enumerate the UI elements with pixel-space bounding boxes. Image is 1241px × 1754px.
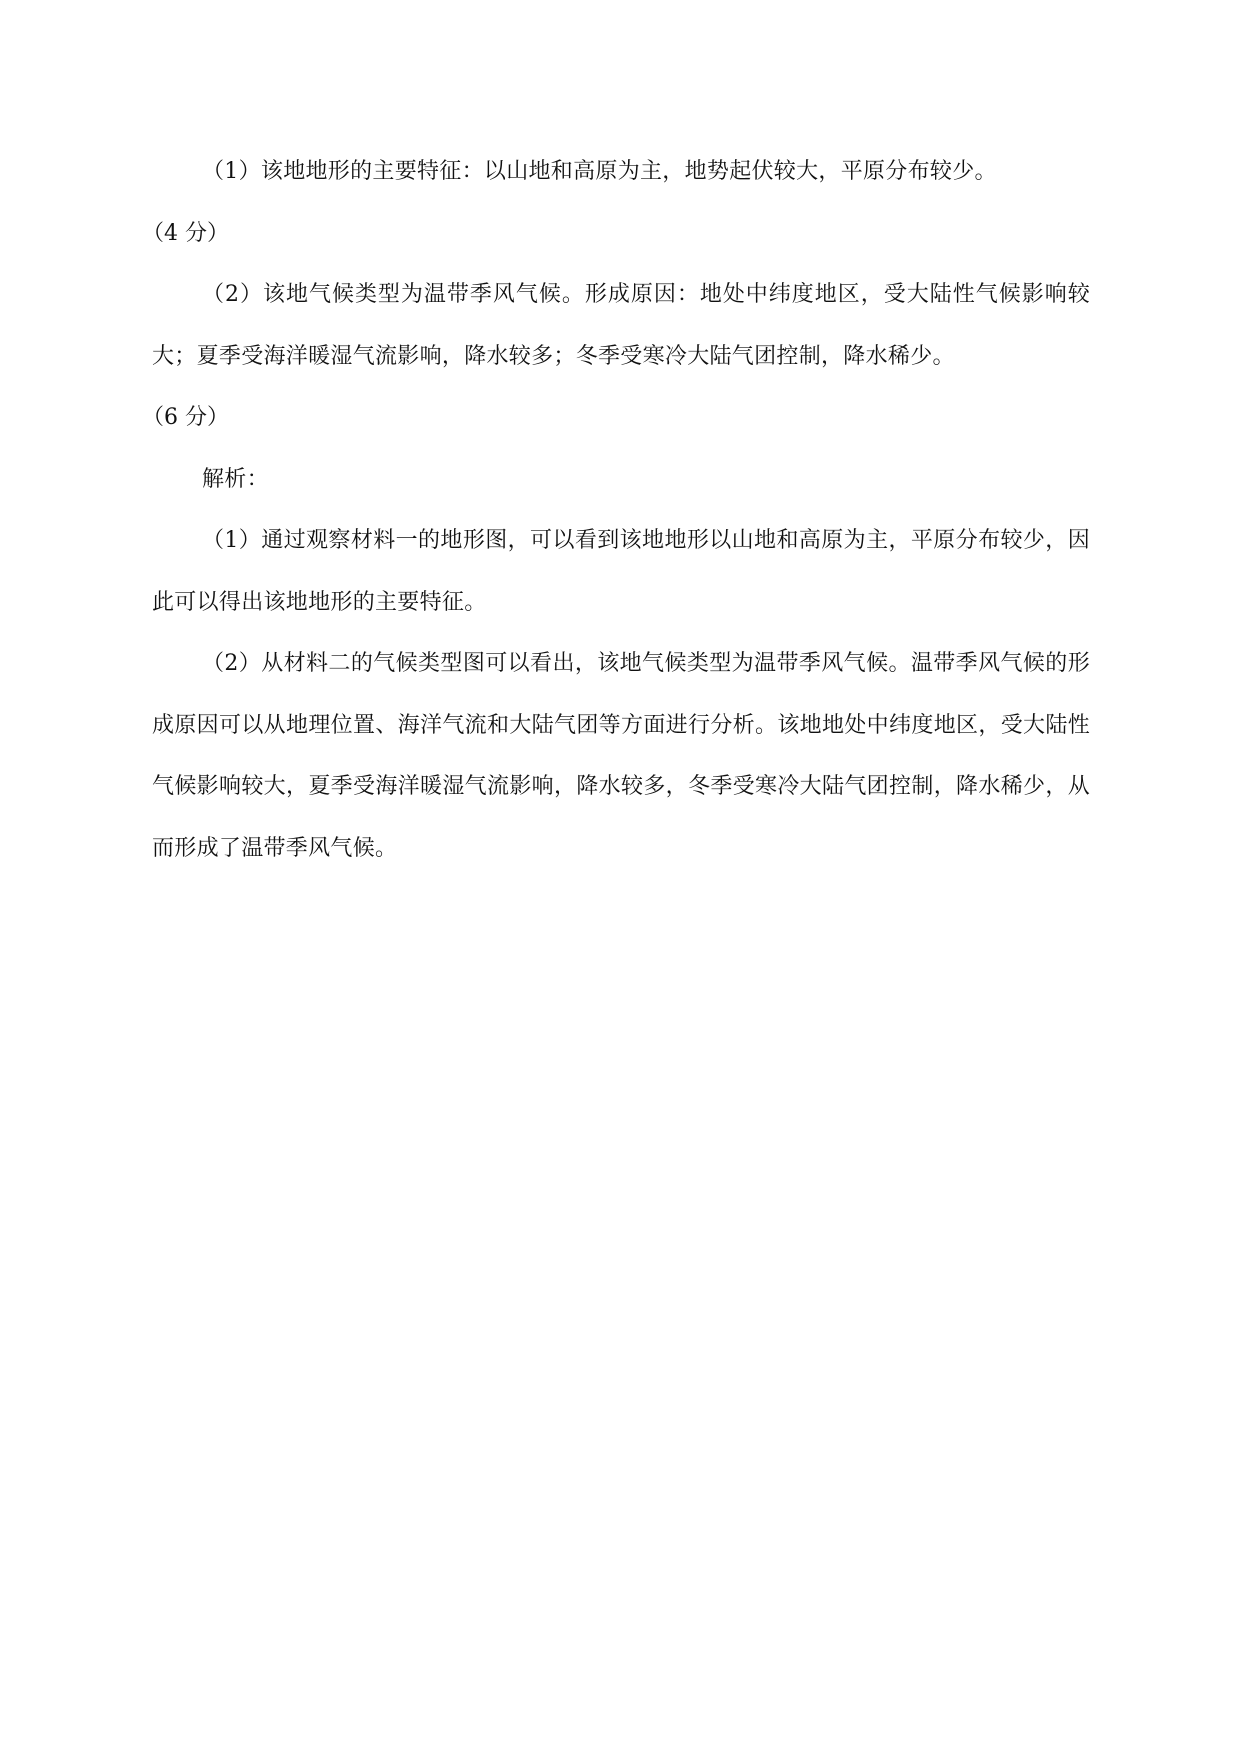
document-page [142,141,1090,879]
analysis-paragraph-2: （2）从材料二的气候类型图可以看出，该地气候类型为温带季风气候。温带季风气候的形成原因可以从地理位置、海洋气流和大陆气团等方面进行分析。该地地处中纬度地区，受大陆性气候影响较大，夏季受海洋暖湿气流影响，降水较多，冬季受寒冷大陆气团控制，降水稀少，从而形成了温带季风气候。 [152,651,1090,861]
answer-1-text: （1）该地地形的主要特征：以山地和高原为主，地势起伏较大，平原分布较少。 [202,159,997,184]
answer-2-text: （2）该地气候类型为温带季风气候。形成原因：地处中纬度地区，受大陆性气候影响较大；夏季受海洋暖湿气流影响，降水较多；冬季受寒冷大陆气团控制，降水稀少。 [152,282,1090,369]
answer-2-score: （6 分） [142,405,229,430]
answer-1-score: （4 分） [142,220,229,246]
analysis-heading: 解析： [202,466,269,492]
analysis-paragraph-1: （1）通过观察材料一的地形图，可以看到该地地形以山地和高原为主，平原分布较少，因此可以得出该地地形的主要特征。 [152,528,1090,615]
